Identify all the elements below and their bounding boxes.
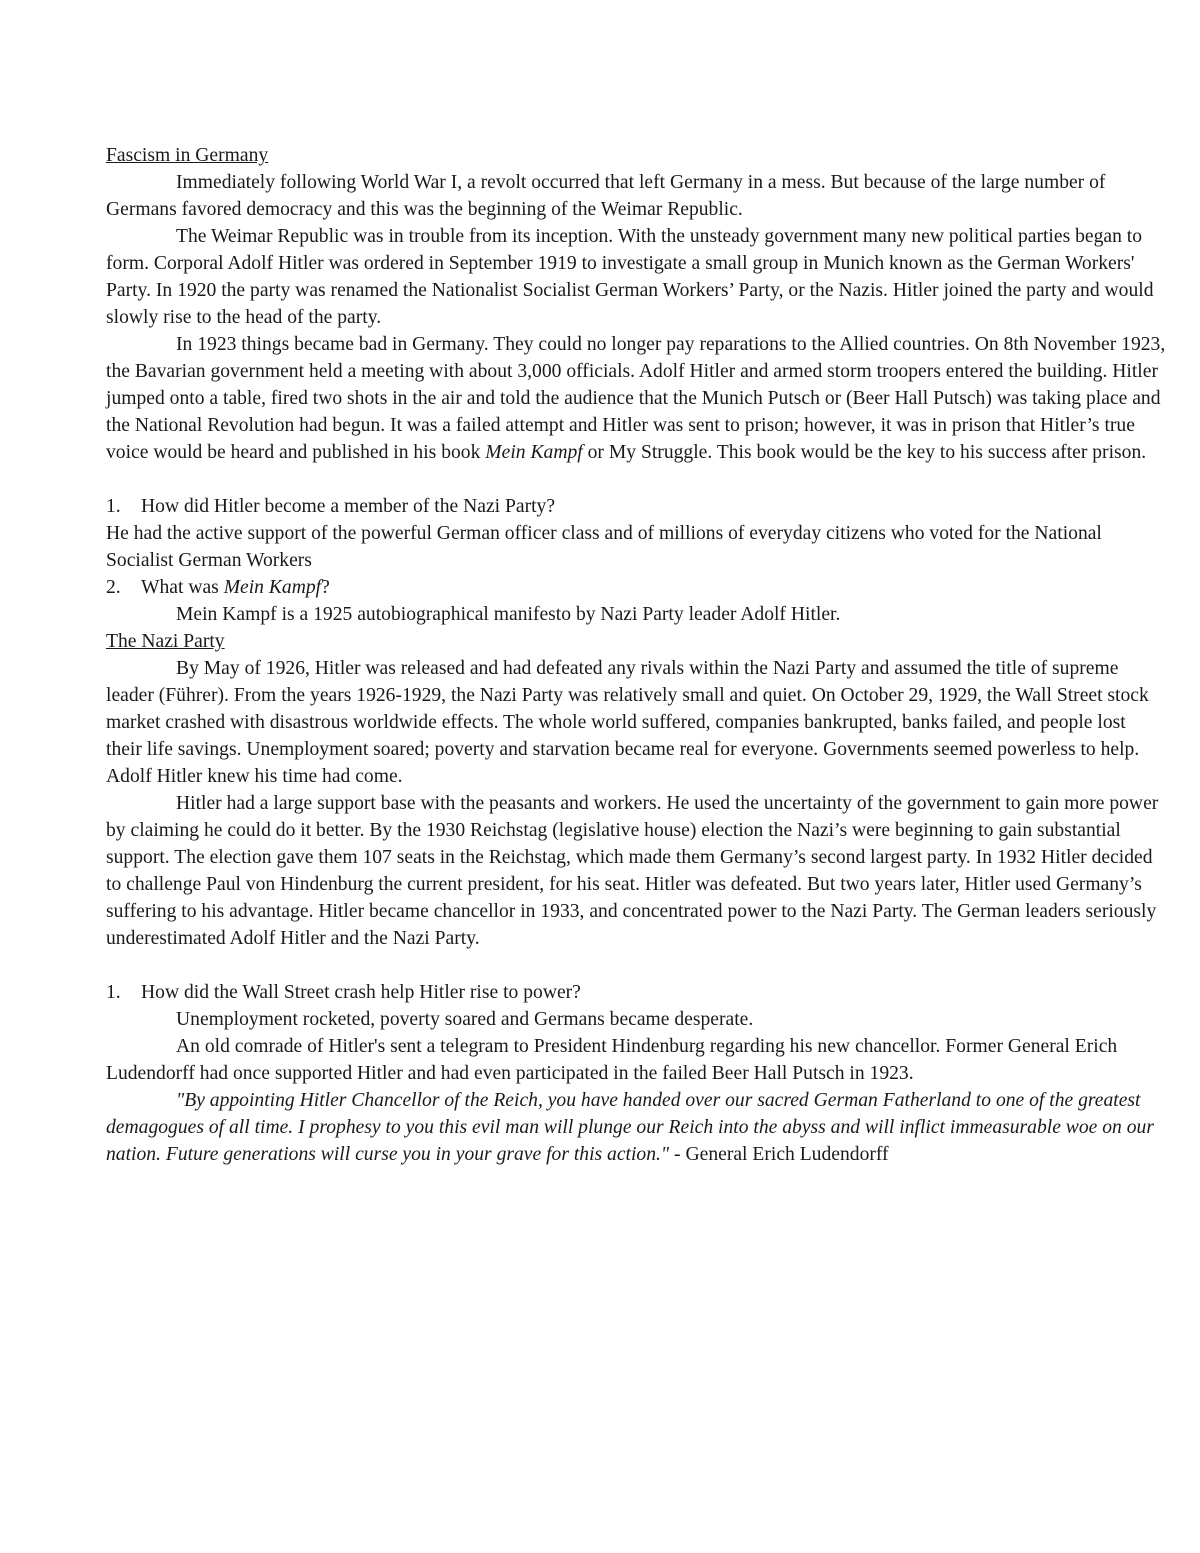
- answer-3: Unemployment rocketed, poverty soared and Germans became desperate.: [176, 1009, 754, 1030]
- paragraph-weimar-intro: Immediately following World War I, a revolt occurred that left Germany in a mess. But because of the large number of Germans favored democracy and this was the beginning of the Weimar Republic.: [106, 172, 1106, 220]
- question-text: How did Hitler become a member of the Nazi Party?: [141, 496, 556, 517]
- question-number: 1.: [106, 982, 121, 1003]
- section-heading-nazi-party: The Nazi Party: [106, 631, 225, 652]
- paragraph-weimar-trouble: The Weimar Republic was in trouble from its inception. With the unsteady government many new political parties began to form. Corporal Adolf Hitler was ordered in September 1919 to investigate a small group in Munich known as the German Workers' Party. In 1920 the party was renamed the Nationalist Socialist German Workers’ Party, or the Nazis. Hitler joined the party and would slowly rise to the head of the party.: [106, 226, 1154, 328]
- section-heading-fascism: Fascism in Germany: [106, 145, 269, 166]
- paragraph-text: In 1923 things became bad in Germany. They could no longer pay reparations to the Allied countries. On 8th November 1923, the Bavarian government held a meeting with about 3,000 officials. Adolf Hitler and armed storm troopers entered the building. Hitler jumped onto a table, fired two shots in the air and told the audience that the Munich Putsch or (Beer Hall Putsch) was taking place and the National Revolution had begun. It was a failed attempt and Hitler was sent to prison; however, it was in prison that Hitler’s true voice would be heard and published in his book: [106, 334, 1166, 463]
- paragraph-nazi-rise: By May of 1926, Hitler was released and had defeated any rivals within the Nazi Party and assumed the title of supreme leader (Führer). From the years 1926-1929, the Nazi Party was relatively small and quiet. On October 29, 1929, the Wall Street stock market crashed with disastrous worldwide effects. The whole world suffered, companies bankrupted, banks failed, and people lost their life savings. Unemployment soared; poverty and starvation became real for everyone. Governments seemed powerless to help. Adolf Hitler knew his time had come.: [106, 658, 1149, 787]
- book-title: Mein Kampf: [223, 577, 322, 598]
- book-title: Mein Kampf: [485, 442, 583, 463]
- question-3: [106, 979, 1166, 1006]
- answer-2: Mein Kampf is a 1925 autobiographical manifesto by Nazi Party leader Adolf Hitler.: [176, 604, 841, 625]
- blank-line: [106, 466, 1166, 493]
- paragraph-munich-putsch: [106, 331, 1166, 466]
- paragraph-telegram: An old comrade of Hitler's sent a telegram to President Hindenburg regarding his new chancellor. Former General Erich Ludendorff had once supported Hitler and had even participated in the failed Beer Hall Putsch in 1923.: [106, 1036, 1118, 1084]
- question-1: [106, 493, 1166, 520]
- quote-attribution: - General Erich Ludendorff: [669, 1144, 889, 1165]
- paragraph-reichstag: Hitler had a large support base with the peasants and workers. He used the uncertainty of the government to gain more power by claiming he could do it better. By the 1930 Reichstag (legislative house) election the Nazi’s were beginning to gain substantial support. The election gave them 107 seats in the Reichstag, which made them Germany’s second largest party. In 1932 Hitler decided to challenge Paul von Hindenburg the current president, for his seat. Hitler was defeated. But two years later, Hitler used Germany’s suffering to his advantage. Hitler became chancellor in 1933, and concentrated power to the Nazi Party. The German leaders seriously underestimated Adolf Hitler and the Nazi Party.: [106, 793, 1159, 949]
- question-text: [141, 574, 330, 601]
- paragraph-text: or My Struggle. This book would be the key to his success after prison.: [582, 442, 1147, 463]
- question-2: [106, 574, 1166, 601]
- question-text: How did the Wall Street crash help Hitler rise to power?: [141, 982, 581, 1003]
- answer-1: He had the active support of the powerful German officer class and of millions of everyday citizens who voted for the National Socialist German Workers: [106, 523, 1102, 571]
- question-number: 1.: [106, 496, 121, 517]
- question-number: 2.: [106, 577, 121, 598]
- question-text-part: ?: [321, 577, 330, 598]
- document-page: [106, 142, 1166, 1168]
- quote-text: "By appointing Hitler Chancellor of the Reich, you have handed over our sacred German Fatherland to one of the greatest demagogues of all time. I prophesy to you this evil man will plunge our Reich into the abyss and will inflict immeasurable woe on our nation. Future generations will curse you in your grave for this action.": [106, 1090, 1154, 1165]
- question-text-part: What was: [141, 577, 224, 598]
- blank-line: [106, 952, 1166, 979]
- ludendorff-quote: [106, 1087, 1166, 1168]
